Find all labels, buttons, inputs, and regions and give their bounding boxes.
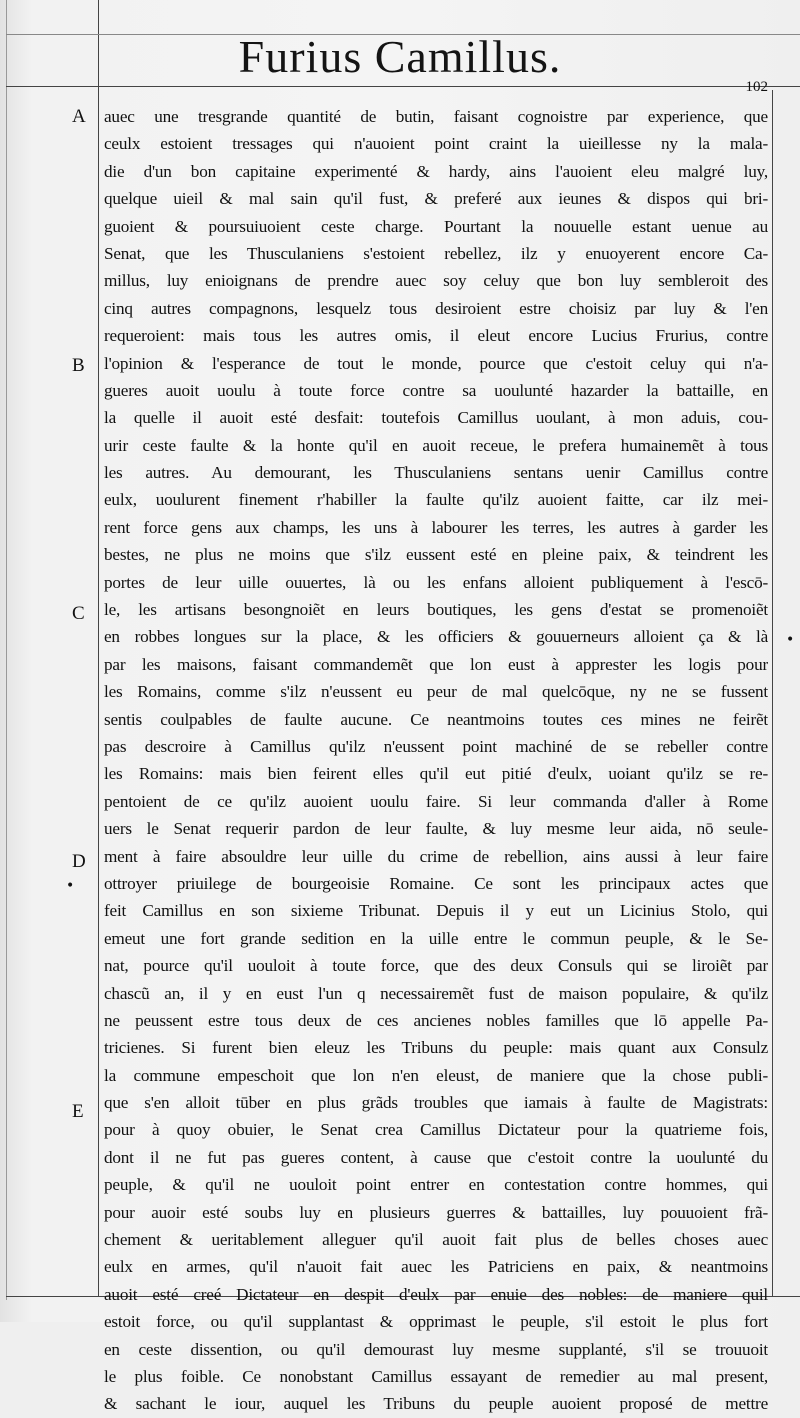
- text-line: auoit esté creé Dictateur en despit d'eulx par enuie des nobles: de maniere quil: [104, 1284, 768, 1304]
- text-line: le plus foible. Ce nonobstant Camillus essayant de remedier au mal present,: [104, 1366, 768, 1386]
- margin-letter-d: D: [72, 851, 86, 872]
- text-line: par les maisons, faisant commandemẽt que lon eust à apprester les logis pour: [104, 654, 768, 674]
- page-title: Furius Camillus.: [238, 31, 562, 82]
- margin-dot-right: •: [786, 632, 795, 648]
- text-line: die d'un bon capitaine experimenté & hardy, ains l'auoient eleu malgré luy,: [104, 161, 768, 181]
- text-line: chement & ueritablement alleguer qu'il auoit fait plus de belles choses auec: [104, 1230, 768, 1250]
- text-line: l'opinion & l'esperance de tout le monde, pource que c'estoit celuy qui n'a-: [104, 353, 768, 373]
- right-frame-rule: [772, 90, 773, 1296]
- title-rule: [6, 86, 800, 87]
- text-line: ceulx estoient tressages qui n'auoient point craint la uieillesse ny la mala-: [104, 134, 768, 154]
- text-line: gueres auoit uoulu à toute force contre sa uoulunté hazarder la battaille, en: [104, 380, 768, 400]
- text-line: & sachant le iour, auquel les Tribuns du peuple auoient proposé de mettre: [104, 1394, 768, 1414]
- text-line: urir ceste faulte & la honte qu'il en auoit receue, le prefera humainemẽt à tous: [104, 435, 768, 455]
- text-line: pas descroire à Camillus qu'ilz n'eussent point machiné de se rebeller contre: [104, 736, 768, 756]
- text-line: peuple, & qu'il ne uouloit point entrer en contestation contre hommes, qui: [104, 1175, 768, 1195]
- text-line: les Romains, comme s'ilz n'eussent eu peur de mal quelcōque, ny ne se fussent: [104, 682, 768, 702]
- text-line: nat, pource qu'il uouloit à toute force, que des deux Consuls qui se liroiẽt par: [104, 956, 768, 976]
- text-line: rent force gens aux champs, les uns à labourer les terres, les autres à garder les: [104, 517, 768, 537]
- left-outer-rule: [6, 0, 7, 1300]
- text-line: requeroient: mais tous les autres omis, il eleut encore Lucius Frurius, contre: [104, 326, 768, 346]
- text-line: feit Camillus en son sixieme Tribunat. Depuis il y eut un Licinius Stolo, qui: [104, 901, 768, 921]
- text-line: pour à quoy obuier, le Senat crea Camillus Dictateur pour la quatrieme fois,: [104, 1120, 768, 1140]
- page-number: 102: [745, 79, 768, 95]
- text-line: eulx en armes, qu'il n'auoit fait auec les Patriciens en paix, & neantmoins: [104, 1257, 768, 1277]
- text-line: ottroyer priuilege de bourgeoisie Romaine. Ce sont les principaux actes que: [104, 873, 768, 893]
- text-line: dont il ne fut pas gueres content, à cause que c'estoit contre la uoulunté du: [104, 1147, 768, 1167]
- text-line: la commune empeschoit que lon n'en eleust, de maniere que la chose publi-: [104, 1065, 768, 1085]
- text-line: que s'en alloit tūber en plus grãds troubles que iamais à faulte de Magistrats:: [104, 1093, 768, 1113]
- text-line: quelque uieil & mal sain qu'il fust, & preferé aux ieunes & dispos qui bri-: [104, 189, 768, 209]
- text-line: ne peussent estre tous deux de ces ancienes nobles familles que lō appelle Pa-: [104, 1010, 768, 1030]
- margin-dot-left: •: [66, 878, 75, 894]
- text-line: tricienes. Si furent bien eleuz les Tribuns du peuple: mais quant aux Consulz: [104, 1038, 768, 1058]
- text-line: Senat, que les Thusculaniens s'estoient rebellez, ilz y enuoyerent encore Ca-: [104, 243, 768, 263]
- text-line: auec une tresgrande quantité de butin, faisant cognoistre par experience, que: [104, 107, 768, 126]
- text-line: portes de leur uille ouuertes, là ou les enfans alloient publiquement à l'escō-: [104, 572, 768, 592]
- text-line: la quelle il auoit esté desfait: toutefois Camillus uoulant, à mon aduis, cou-: [104, 408, 768, 428]
- text-line: pour auoir esté soubs luy en plusieurs guerres & battailles, luy pouuoient frã-: [104, 1202, 768, 1222]
- text-line: eulx, uoulurent finement r'habiller la faulte qu'ilz auoient faitte, car ilz mei-: [104, 490, 768, 510]
- text-line: uers le Senat requerir pardon de leur faulte, & luy mesme leur aida, nō seule-: [104, 819, 768, 839]
- left-frame-rule: [98, 0, 99, 1296]
- body-text: [104, 103, 768, 1418]
- text-line: guoient & poursuiuoient ceste charge. Pourtant la nouuelle estant uenue au: [104, 216, 768, 236]
- text-line: chascũ an, il y en eust l'un q necessairemẽt fust de maison populaire, & qu'ilz: [104, 983, 768, 1003]
- text-line: emeut une fort grande sedition en la uille entre le commun peuple, & le Se-: [104, 928, 768, 948]
- text-line: les Romains: mais bien feirent elles qu'il eut pitié d'eulx, uoiant qu'ilz se re-: [104, 764, 768, 784]
- text-line: sentis coulpables de faulte aucune. Ce neantmoins toutes ces mines ne feirẽt: [104, 709, 768, 729]
- text-line: ment à faire absouldre leur uille du crime de rebellion, ains aussi à leur faire: [104, 846, 768, 866]
- text-line: les autres. Au demourant, les Thusculaniens sentans uenir Camillus contre: [104, 463, 768, 483]
- text-line: en robbes longues sur la place, & les officiers & gouuerneurs alloient ça & là: [104, 627, 768, 647]
- margin-letter-c: C: [72, 603, 85, 624]
- text-line: bestes, ne plus ne moins que s'ilz eussent esté en pleine paix, & teindrent les: [104, 545, 768, 565]
- text-line: millus, luy enioignans de prendre auec soy celuy que bon luy sembleroit des: [104, 271, 768, 291]
- text-line: estoit force, ou qu'il supplantast & opprimast le peuple, s'il estoit le plus fort: [104, 1312, 768, 1332]
- margin-letter-b: B: [72, 355, 85, 376]
- text-line: le, les artisans besongnoiẽt en leurs boutiques, les gens d'estat se promenoiẽt: [104, 600, 768, 620]
- text-line: cinq autres compagnons, lesquelz tous desiroient estre choisiz par luy & l'en: [104, 298, 768, 318]
- text-line: en ceste dissention, ou qu'il demourast luy mesme supplanté, s'il se trouuoit: [104, 1339, 768, 1359]
- margin-letter-a: A: [72, 106, 86, 127]
- margin-letter-e: E: [72, 1101, 84, 1122]
- text-line: pentoient de ce qu'ilz auoient uoulu faire. Si leur commanda d'aller à Rome: [104, 791, 768, 811]
